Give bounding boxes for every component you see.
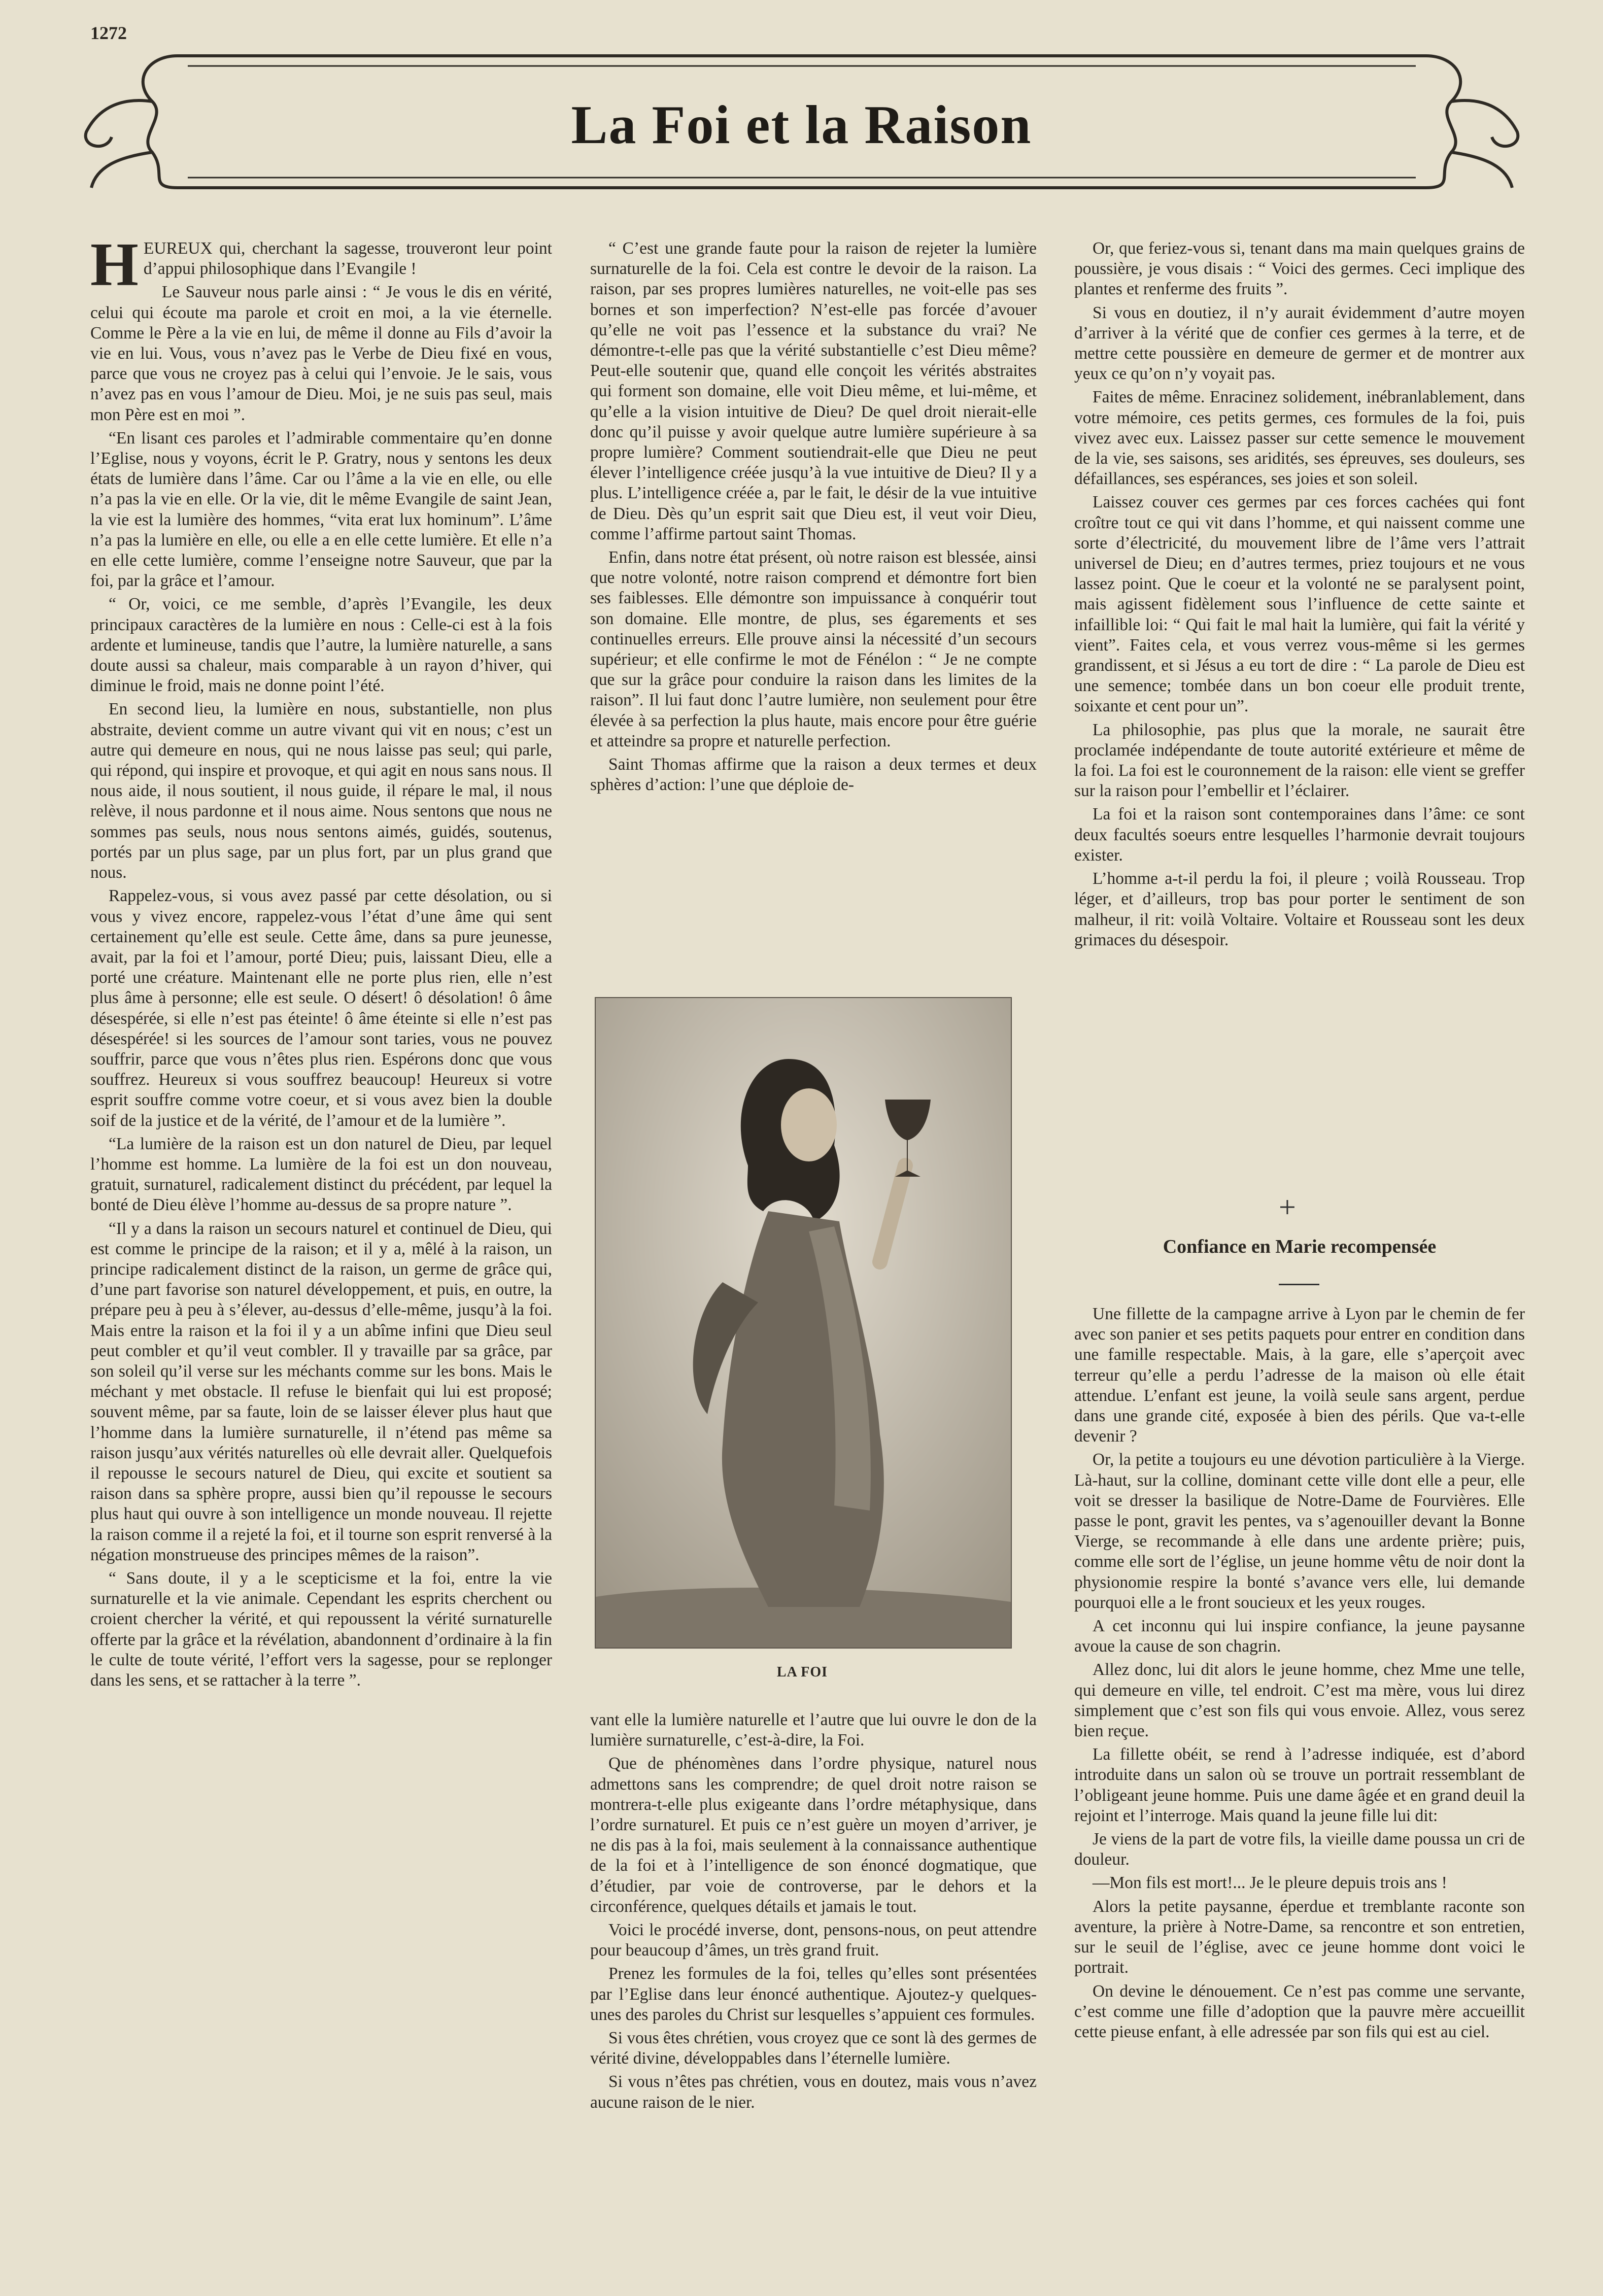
paragraph: Or, la petite a toujours eu une dévotion particulière à la Vierge. Là-haut, sur la colline, dominant cette ville dont elle a peur, elle voit se dresser la basilique de Notre-Dame de Fourvières. Elle passe le pont, gravit les pentes, va s’agenouiller devant la Bonne Vierge, se recommande à elle dans une ardente prière; puis, comme elle sort de l’église, un jeune homme vêtu de noir dont la physionomie respire la bonté s’avance vers elle, lui demande pourquoi elle a le front soucieux et les yeux rouges. bbox=[1074, 1450, 1525, 1612]
paragraph: Saint Thomas affirme que la raison a deux termes et deux sphères d’action: l’une que déploie de- bbox=[590, 755, 1037, 795]
paragraph: La philosophie, pas plus que la morale, ne saurait être proclamée indépendante de toute autorité extérieure et même de la foi. La foi est le couronnement de la raison: elle vient se greffer sur la raison pour l’embellir et l’éclairer. bbox=[1074, 720, 1525, 801]
paragraph-text: qui, cherchant la sagesse, trouveront leur point d’appui philosophique dans l’Evangile ! bbox=[143, 239, 552, 279]
illustration-la-foi bbox=[595, 997, 1012, 1649]
paragraph: “Il y a dans la raison un secours naturel et continuel de Dieu, qui est comme le principe de la raison; et il y a, mêlé à la raison, un principe radicalement distinct de la raison, un germe de grâce qui, d’une part favorise son naturel développement, et puis, en outre, la prépare peu à peu à s’élever, au-dessus d’elle-même, jusqu’à la foi. Mais entre la raison et la foi il y a un abîme infini que Dieu seul peut combler et qu’il veut combler. Il y travaille par sa grâce, par son soleil qu’il verse sur les méchants comme sur les bons. Mais le méchant y met obstacle. Il refuse le bienfait qui lui est proposé; souvent même, par sa faute, loin de se laisser élever plus haut que l’homme dans la lumière surnaturelle, il n’étend pas même sa raison jusqu’aux vérités naturelles où elle devrait aller. Quelquefois il repousse le secours naturel de Dieu, qui excite et soutient sa raison dans sa sphère propre, aussi bien qu’il repousse le secours plus haut qui ouvre à son intelligence un monde nouveau. Il rejette la raison comme il a rejeté la foi, et il tourne son esprit renversé à la négation monstrueuse des principes mêmes de la raison”. bbox=[90, 1219, 552, 1564]
paragraph: “ Or, voici, ce me semble, d’après l’Evangile, les deux principaux caractères de la lumière en nous : Celle-ci est à la fois ardente et lumineuse, tandis que l’autre, la lumière naturelle, a sans doute aussi sa chaleur, mais comparable à un rayon d’hiver, qui diminue le froid, mais ne donne point l’été. bbox=[90, 595, 552, 696]
paragraph: Une fillette de la campagne arrive à Lyon par le chemin de fer avec son panier et ses petits paquets pour entrer en condition dans une famille respectable. Mais, à la gare, elle s’aperçoit avec terreur qu’elle a perdu l’adresse de la maison où elle était attendue. L’enfant est jeune, la voilà seule sans argent, perdue dans une grande cité, exposée à bien des périls. Que va-t-elle devenir ? bbox=[1074, 1305, 1525, 1446]
page-title: La Foi et la Raison bbox=[571, 95, 1032, 155]
paragraph: A cet inconnu qui lui inspire confiance, la jeune paysanne avoue la cause de son chagrin. bbox=[1074, 1617, 1525, 1656]
paragraph: Faites de même. Enracinez solidement, inébranlablement, dans votre mémoire, ces petits germes, ces formules de la foi, puis vivez avec eux. Laissez passer sur cette semence le mouvement de la vie, ses saisons, ses aridités, ses épreuves, ses douleurs, ses défaillances, ses espérances, ses joies et son soleil. bbox=[1074, 388, 1525, 489]
column-3 bbox=[1074, 238, 1525, 953]
column-1 bbox=[90, 230, 552, 1694]
paragraph: “La lumière de la raison est un don naturel de Dieu, par lequel l’homme est homme. La lumière de la foi est un don nouveau, gratuit, surnaturel, radicalement distinct du précédent, par lequel la bonté de Dieu élève l’homme au-dessus de sa propre nature ”. bbox=[90, 1134, 552, 1215]
paragraph: Que de phénomènes dans l’ordre physique, naturel nous admettons sans les comprendre; de quel droit notre raison se montrera-t-elle plus exigeante dans l’ordre métaphysique, dans l’ordre surnaturel. Et puis ce n’est guère un moyen d’arriver, je ne dis pas à la foi, mais seulement à la connaissance authentique de la foi et à l’intelligence de son énoncé dogmatique, que d’étudier, par voie de controverse, par le dehors et la circonférence, quelques détails et jamais le tout. bbox=[590, 1754, 1037, 1916]
paragraph: Alors la petite paysanne, éperdue et tremblante raconte son aventure, la prière à Notre-Dame, sa rencontre et son entretien, sur le seuil de l’église, avec ce jeune homme dont voici le portrait. bbox=[1074, 1897, 1525, 1977]
paragraph: En second lieu, la lumière en nous, substantielle, non plus abstraite, devient comme un autre vivant qui vit en nous; c’est un autre qui demeure en nous, qui ne nous laisse pas seul; qui parle, qui répond, qui inspire et provoque, et qui agit en nous sans nous. Il nous aide, il nous soutient, il nous guide, il répare le mal, il nous relève, il nous pardonne et il nous aime. Nous sentons que nous ne sommes pas seuls, nous nous sentons aimés, guidés, soutenus, portés par un plus sage, par un plus fort, par un plus grand que nous. bbox=[90, 700, 552, 882]
column-3-story bbox=[1074, 1304, 1525, 2045]
paragraph: Enfin, dans notre état présent, où notre raison est blessée, ainsi que notre volonté, notre raison comprend et démontre fort bien ses faiblesses. Elle démontre son impuissance à conquérir tout son domaine. Elle montre, de plus, ses égarements et ses continuelles erreurs. Elle prouve ainsi la nécessité d’un secours supérieur; et elle confirme le mot de Fénélon : “ Je ne compte que sur la grâce pour conduire la raison dans les limites de la raison”. Il lui faut donc l’autre lumière, non seulement pour être élevée à sa perfection la plus haute, mais encore pour être guérie et atteindre sa propre et naturelle perfection. bbox=[590, 548, 1037, 750]
lead-word: EUREUX bbox=[143, 239, 213, 258]
paragraph: Laissez couver ces germes par ces forces cachées qui font croître tout ce qui vit dans l’homme, et qui naissent comme une sorte d’électricité, du mouvement libre de l’âme vers l’attrait universel de Dieu; en d’autres termes, priez toujours et ne vous lassez point. Que le coeur et la volonté ne se paralysent point, mais agissent fidèlement sous l’influence de cette sainte et infaillible loi: “ Qui fait le mal hait la lumière, qui fait la vérité y vient”. Faites cela, et vous verrez vous-même si les germes grandissent, et si Jésus a eu tort de dire : “ La parole de Dieu est une semence; tombée dans un bon coeur elle produit trente, soixante et cent pour un”. bbox=[1074, 493, 1525, 716]
paragraph: Allez donc, lui dit alors le jeune homme, chez Mme une telle, qui demeure en ville, tel endroit. C’est ma mère, vous lui direz simplement que c’est son fils qui vous envoie. Allez, vous serez bien reçue. bbox=[1074, 1660, 1525, 1741]
woman-with-chalice-image bbox=[596, 998, 1011, 1648]
paragraph: Si vous en doutiez, il n’y aurait évidemment d’autre moyen d’arriver à la vérité que de confier ces germes à la terre, et de mettre cette poussière en demeure de germer et de montrer aux yeux ce qu’on n’y voyait pas. bbox=[1074, 303, 1525, 384]
paragraph: Voici le procédé inverse, dont, pensons-nous, on peut attendre pour beaucoup d’âmes, un très grand fruit. bbox=[590, 1921, 1037, 1960]
paragraph: Prenez les formules de la foi, telles qu’elles sont présentées par l’Eglise dans leur énoncé authentique. Ajoutez-y quelques-unes des paroles du Christ sur lesquelles s’appuient ces formules. bbox=[590, 1964, 1037, 2024]
drop-cap: H bbox=[90, 230, 139, 299]
paragraph: Si vous êtes chrétien, vous croyez que ce sont là des germes de vérité divine, développables dans l’éternelle lumière. bbox=[590, 2029, 1037, 2068]
paragraph: vant elle la lumière naturelle et l’autre que lui ouvre le don de la lumière surnaturelle, c’est-à-dire, la Foi. bbox=[590, 1710, 1037, 1750]
paragraph: L’homme a-t-il perdu la foi, il pleure ; voilà Rousseau. Trop léger, et d’ailleurs, trop bas pour porter le sentiment de son malheur, il rit: voilà Voltaire. Voltaire et Rousseau sont les deux grimaces du désespoir. bbox=[1074, 869, 1525, 949]
paragraph: “En lisant ces paroles et l’admirable commentaire qu’en donne l’Eglise, nous y voyons, écrit le P. Gratry, nous y sentons les deux états de lumière dans l’âme. Car ou l’âme a la vie en elle, ou elle n’a pas la vie en elle. Or la vie, dit le même Evangile de saint Jean, la vie est la lumière des hommes, “vita erat lux hominum”. L’âme n’a pas la lumière en elle, ou elle a en elle cette lumière. Et elle n’a en elle cette lumière, comme l’enseigne notre Sauveur, que par la foi, par la grâce et l’amour. bbox=[90, 428, 552, 591]
cross-separator: + bbox=[1279, 1190, 1296, 1224]
page-number: 1272 bbox=[90, 23, 127, 43]
paragraph bbox=[90, 230, 552, 299]
heading-rule bbox=[1279, 1284, 1319, 1285]
paragraph: La foi et la raison sont contemporaines dans l’âme: ce sont deux facultés soeurs entre lesquelles l’harmonie devrait toujours exister. bbox=[1074, 805, 1525, 865]
paragraph: Or, que feriez-vous si, tenant dans ma main quelques grains de poussière, je vous disais : “ Voici des germes. Ceci implique des plantes et renferme des fruits ”. bbox=[1074, 239, 1525, 299]
column-2-continued bbox=[590, 1710, 1037, 2116]
figure-caption: LA FOI bbox=[776, 1664, 828, 1680]
section-heading: Confiance en Marie recompensée bbox=[1163, 1236, 1437, 1257]
paragraph: On devine le dénouement. Ce n’est pas comme une servante, c’est comme une fille d’adoption que la pauvre mère accueillit cette pieuse enfant, à elle adressée par son fils qui est au ciel. bbox=[1074, 1981, 1525, 2041]
paragraph: —Mon fils est mort!... Je le pleure depuis trois ans ! bbox=[1093, 1873, 1447, 1893]
paragraph: Le Sauveur nous parle ainsi : “ Je vous le dis en vérité, celui qui écoute ma parole et croit en moi, a la vie éternelle. Comme le Père a la vie en lui, de même il donne au Fils d’avoir la vie en lui. Vous, vous n’avez pas le Verbe de Dieu fixé en vous, parce que vous ne croyez pas à celui qui l’envoie. Je le sais, vous n’avez pas en vous l’amour de Dieu. Moi, je ne suis pas seul, mais mon Père est en moi ”. bbox=[90, 283, 552, 424]
paragraph: La fillette obéit, se rend à l’adresse indiquée, est d’abord introduite dans un salon où se trouve un portrait ressemblant de l’obligeant jeune homme. Puis une dame âgée et en grand deuil la rejoint et l’interroge. Mais quand la jeune fille lui dit: bbox=[1074, 1745, 1525, 1825]
paragraph: “ Sans doute, il y a le scepticisme et la foi, entre la vie surnaturelle et la vie animale. Cependant les esprits cherchent ou croient chercher la vérité, et qui repoussent la vérité surnaturelle offerte par la grâce et la révélation, abandonnent d’ordinaire à la fin le culte de toute vérité, l’effort vers la sagesse, pour se replonger dans les sens, et se rattacher à la terre ”. bbox=[90, 1569, 552, 1690]
column-2 bbox=[590, 238, 1037, 798]
paragraph: Je viens de la part de votre fils, la vieille dame poussa un cri de douleur. bbox=[1074, 1830, 1525, 1869]
paragraph: Rappelez-vous, si vous avez passé par cette désolation, ou si vous y vivez encore, rappelez-vous l’état d’une âme qui sent certainement qu’elle est seule. Cette âme, dans sa pure jeunesse, avait, par la foi et l’amour, porté Dieu; puis, laissant Dieu, elle a porté une créature. Maintenant elle ne porte plus rien, elle n’est plus âme à personne; elle est seule. O désert! ô désolation! ô âme désespérée, si elle n’est pas éteinte! ô âme éteinte si elle n’est pas désespérée! si les sources de l’amour sont taries, vous ne pouvez souffrir, parce que vous n’êtes plus rien. Espérons donc que vous souffrez. Heureux si vous souffrez beaucoup! Heureux si votre esprit souffre comme votre coeur, et si vous avez bien la double soif de la justice et de la vérité, de l’amour et de la lumière ”. bbox=[90, 886, 552, 1130]
paragraph: Si vous n’êtes pas chrétien, vous en doutez, mais vous n’avez aucune raison de le nier. bbox=[590, 2072, 1037, 2112]
paragraph: “ C’est une grande faute pour la raison de rejeter la lumière surnaturelle de la foi. Cela est contre le devoir de la raison. La raison, par ses propres lumières naturelles, ne voit-elle pas ses bornes et son imperfection? N’est-elle pas forcée d’avouer qu’elle ne voit pas l’essence et la substance du vrai? Ne démontre-t-elle pas que la vérité substantielle c’est Dieu même? Peut-elle soutenir que, quand elle conçoit les vérités abstraites qui forment son domaine, elle voit Dieu même, et lui-même, et qu’elle a la vision intuitive de Dieu? De quel droit nierait-elle donc qu’il puisse y avoir quelque autre lumière supérieure à sa propre lumière? Comment soutiendrait-elle que Dieu ne peut élever l’intelligence créée jusqu’à la vue intuitive de Dieu? Il y a plus. L’intelligence créée a, par le fait, le désir de la vue intuitive de Dieu. Dès qu’un esprit sait que Dieu est, il veut voir Dieu, comme l’affirme partout saint Thomas. bbox=[590, 239, 1037, 543]
